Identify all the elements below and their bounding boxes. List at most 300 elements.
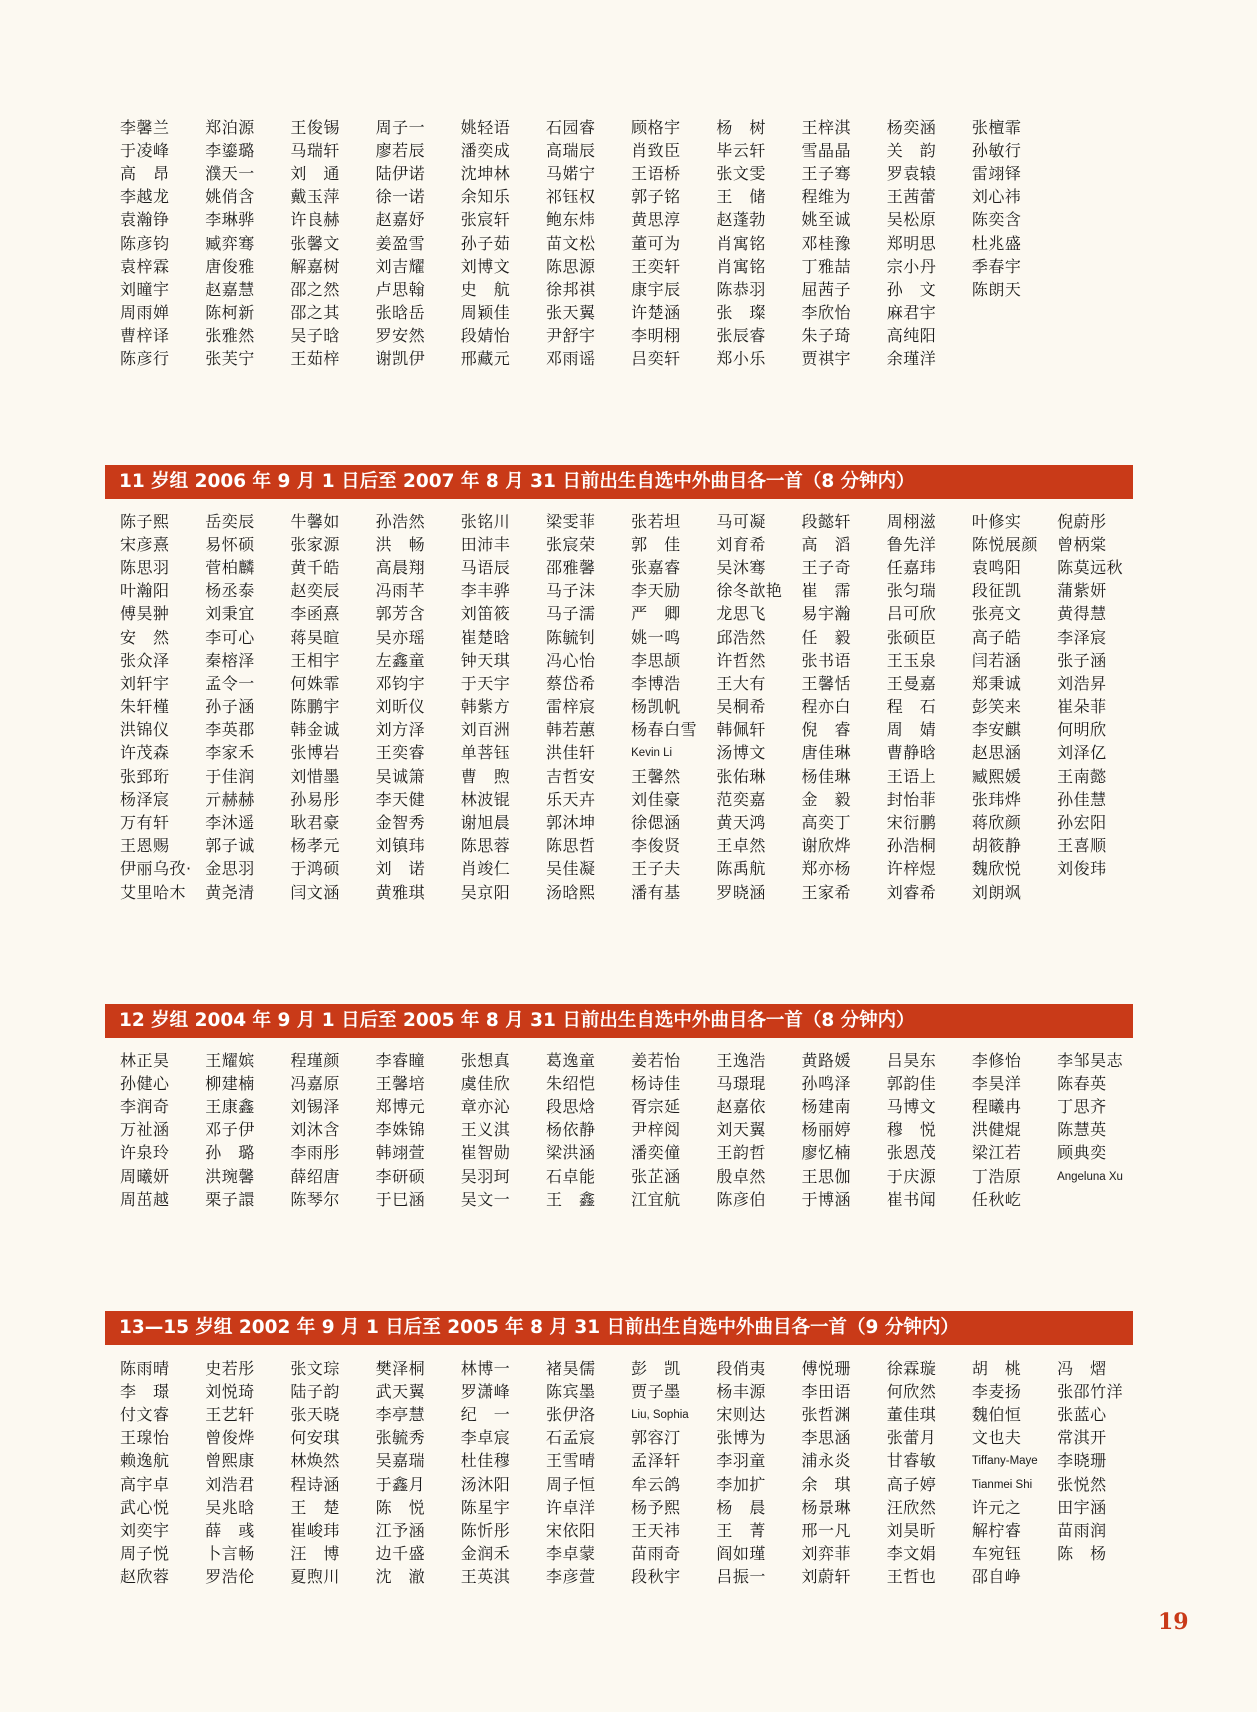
participant-name: 汤沐阳 <box>460 1474 511 1494</box>
participant-name: 郭子铭 <box>631 187 681 207</box>
participant-name: 王英淇 <box>460 1567 511 1587</box>
participant-name: 李润奇 <box>120 1096 170 1116</box>
participant-name: 陈悦展颜 <box>971 534 1038 554</box>
participant-name: 卢思翰 <box>375 279 426 299</box>
participant-name: 王 储 <box>716 187 766 207</box>
participant-name: 张亮文 <box>971 604 1022 624</box>
participant-name: 邵自峥 <box>971 1567 1022 1587</box>
name-grid <box>120 1357 1142 1589</box>
participant-name: 段秋宇 <box>631 1567 681 1587</box>
participant-name: 杨景琳 <box>801 1497 852 1517</box>
participant-name: 叶瀚阳 <box>120 581 170 601</box>
participant-name: 段征凯 <box>971 581 1022 601</box>
participant-name: 姚俏含 <box>205 187 255 207</box>
participant-name: 叶修实 <box>971 511 1022 531</box>
participant-name: 李羽童 <box>716 1451 766 1471</box>
participant-name: 李天健 <box>375 789 426 809</box>
participant-name: 严 卿 <box>631 604 681 624</box>
participant-name: 林正昊 <box>120 1050 170 1070</box>
participant-name: 汪欣然 <box>886 1497 937 1517</box>
participant-name: 赵嘉依 <box>716 1096 766 1116</box>
participant-name: 吴文一 <box>460 1189 511 1209</box>
participant-name: 王语桥 <box>631 163 681 183</box>
participant-name: 金 毅 <box>801 789 852 809</box>
participant-name: 许楚涵 <box>631 303 681 323</box>
participant-name: 林焕然 <box>290 1451 340 1471</box>
participant-name: 雷翊铎 <box>971 163 1022 183</box>
participant-name: 崔书闻 <box>886 1189 937 1209</box>
participant-name: 吕可欣 <box>886 604 937 624</box>
participant-name: 刘天翼 <box>716 1120 766 1140</box>
participant-name: 李丰骅 <box>460 581 511 601</box>
name-row <box>120 348 1057 371</box>
participant-name: 李 璟 <box>120 1381 170 1401</box>
participant-name: Liu, Sophia <box>631 1408 689 1421</box>
participant-name: 牟云鸽 <box>631 1474 681 1494</box>
participant-name: 李亭慧 <box>375 1404 426 1424</box>
participant-name: 郭 佳 <box>631 534 681 554</box>
participant-name: 马子濡 <box>545 604 596 624</box>
participant-name: 陈思哲 <box>545 836 596 856</box>
participant-name: 汤晗熙 <box>545 882 596 902</box>
name-row <box>120 186 1057 209</box>
participant-name: 刘佳豪 <box>631 789 681 809</box>
participant-name: 刘蔚轩 <box>801 1567 852 1587</box>
participant-name: 杨丰源 <box>716 1381 766 1401</box>
participant-name: 刘浩昇 <box>1057 673 1107 693</box>
participant-name: 陈子熙 <box>120 511 170 531</box>
participant-name: 赖逸航 <box>120 1451 170 1471</box>
participant-name: 伊丽乌孜· <box>120 859 192 879</box>
participant-name: 万祉涵 <box>120 1120 170 1140</box>
participant-name: 王馨恬 <box>801 673 852 693</box>
participant-name: 王喜顺 <box>1057 836 1107 856</box>
participant-name: 李家禾 <box>205 743 255 763</box>
name-row <box>120 325 1057 348</box>
participant-name: 李雨彤 <box>290 1143 340 1163</box>
participant-name: 郑亦杨 <box>801 859 852 879</box>
participant-name: 周 婧 <box>886 720 937 740</box>
participant-name: 宋彦熹 <box>120 534 170 554</box>
participant-name: 刘弈菲 <box>801 1544 852 1564</box>
participant-name: 吕振一 <box>716 1567 766 1587</box>
participant-name: 胥宗延 <box>631 1096 681 1116</box>
name-row <box>120 1496 1142 1519</box>
participant-name: 马语辰 <box>460 557 511 577</box>
participant-name: 闫文涵 <box>290 882 340 902</box>
participant-name: 孟泽轩 <box>631 1451 681 1471</box>
participant-name: 许梓煜 <box>886 859 937 879</box>
participant-name: 郭子诚 <box>205 836 255 856</box>
participant-name: 曾俊烨 <box>205 1428 255 1448</box>
participant-name: 傅悦珊 <box>801 1358 852 1378</box>
participant-name: 张郅珩 <box>120 766 170 786</box>
participant-name: 邓桂豫 <box>801 233 852 253</box>
participant-name: 陈彦行 <box>120 349 170 369</box>
participant-name: 刘朗飒 <box>971 882 1022 902</box>
participant-name: 杨丞泰 <box>205 581 255 601</box>
name-row <box>120 835 1142 858</box>
participant-name: 罗晓涵 <box>716 882 766 902</box>
participant-name: Angeluna Xu <box>1057 1170 1123 1183</box>
participant-name: 胡 桃 <box>971 1358 1022 1378</box>
participant-name: 董可为 <box>631 233 681 253</box>
participant-name: 李天励 <box>631 581 681 601</box>
participant-name: 刘 诺 <box>375 859 426 879</box>
participant-name: 张众泽 <box>120 650 170 670</box>
section-banner-age-12: 12 岁组 2004 年 9 月 1 日后至 2005 年 8 月 31 日前出生自选中外曲目各一首（8 分钟内） <box>105 1004 1137 1038</box>
participant-name: 杨凯帆 <box>631 697 681 717</box>
participant-name: 王语上 <box>886 766 937 786</box>
participant-name: 郭沐坤 <box>545 813 596 833</box>
participant-name: 单菩钰 <box>460 743 511 763</box>
participant-name: 吴羽珂 <box>460 1166 511 1186</box>
name-row <box>120 510 1142 533</box>
participant-name: 崔朵菲 <box>1057 697 1107 717</box>
participant-name: 刘秉宜 <box>205 604 255 624</box>
participant-name: 沈坤林 <box>460 163 511 183</box>
participant-name: 韩金诚 <box>290 720 340 740</box>
participant-name: 雷梓宸 <box>545 697 596 717</box>
participant-name: 肖竣仁 <box>460 859 511 879</box>
participant-name: 刘惜墨 <box>290 766 340 786</box>
participant-name: 王 鑫 <box>545 1189 596 1209</box>
participant-name: 孙健心 <box>120 1073 170 1093</box>
participant-name: 李田语 <box>801 1381 852 1401</box>
participant-name: 张家源 <box>290 534 340 554</box>
participant-name: 陈忻彤 <box>460 1520 511 1540</box>
participant-name: 张宸轩 <box>460 210 511 230</box>
participant-name: 刘锡泽 <box>290 1096 340 1116</box>
participant-name: 赵嘉慧 <box>205 279 255 299</box>
participant-name: 王恩赐 <box>120 836 170 856</box>
participant-name: 王奕轩 <box>631 256 681 276</box>
participant-name: 邓雨谣 <box>545 349 596 369</box>
participant-name: 黄千皓 <box>290 557 340 577</box>
participant-name: 张玮烨 <box>971 789 1022 809</box>
participant-name: 闫若涵 <box>971 650 1022 670</box>
participant-name: 孙浩桐 <box>886 836 937 856</box>
participant-name: 龙思飞 <box>716 604 766 624</box>
participant-name: 金润禾 <box>460 1544 511 1564</box>
participant-name: 于佳润 <box>205 766 255 786</box>
participant-name: 陈 杨 <box>1057 1544 1107 1564</box>
participant-name: 崔峻玮 <box>290 1520 340 1540</box>
participant-name: 李鎏璐 <box>205 140 255 160</box>
participant-name: 张 璨 <box>716 303 766 323</box>
participant-name: 田宇涵 <box>1057 1497 1107 1517</box>
participant-name: 周子一 <box>375 117 426 137</box>
participant-name: 封怡菲 <box>886 789 937 809</box>
participant-name: 汤博文 <box>716 743 766 763</box>
participant-name: 郭芳含 <box>375 604 426 624</box>
participant-name: 王哲也 <box>886 1567 937 1587</box>
participant-name: 武心悦 <box>120 1497 170 1517</box>
participant-name: 周颖佳 <box>460 303 511 323</box>
participant-name: 周曦妍 <box>120 1166 170 1186</box>
participant-name: 马璟琨 <box>716 1073 766 1093</box>
participant-name: 苗雨润 <box>1057 1520 1107 1540</box>
participant-name: 陈鹏宇 <box>290 697 340 717</box>
participant-name: 董佳琪 <box>886 1404 937 1424</box>
participant-name: 杨诗佳 <box>631 1073 681 1093</box>
participant-name: 章亦沁 <box>460 1096 511 1116</box>
participant-name: 张檀霏 <box>971 117 1022 137</box>
participant-name: 王雪晴 <box>545 1451 596 1471</box>
participant-name: 杨佳琳 <box>801 766 852 786</box>
participant-name: 何安琪 <box>290 1428 340 1448</box>
participant-name: 马可凝 <box>716 511 766 531</box>
participant-name: Tiffany-Maye <box>971 1455 1038 1468</box>
participant-name: 葛逸童 <box>545 1050 596 1070</box>
participant-name: 吴松原 <box>886 210 937 230</box>
participant-name: 褚昊儒 <box>545 1358 596 1378</box>
participant-name: 张芷涵 <box>631 1166 681 1186</box>
participant-name: 崔楚晗 <box>460 627 511 647</box>
participant-name: 程维为 <box>801 187 852 207</box>
participant-name: 吴沐骞 <box>716 557 766 577</box>
participant-name: 刘笛筱 <box>460 604 511 624</box>
participant-name: 程瑾颜 <box>290 1050 340 1070</box>
participant-name: 秦榕泽 <box>205 650 255 670</box>
participant-name: 王子骞 <box>801 163 852 183</box>
participant-name: 罗袁辕 <box>886 163 937 183</box>
participant-name: 于鸿硕 <box>290 859 340 879</box>
participant-name: 黄天鸿 <box>716 813 766 833</box>
participant-name: 吴桐希 <box>716 697 766 717</box>
participant-name: 杨予熙 <box>631 1497 681 1517</box>
participant-name: 赵嘉妤 <box>375 210 426 230</box>
participant-name: 孟令一 <box>205 673 255 693</box>
participant-name: 常淇开 <box>1057 1428 1107 1448</box>
participant-name: 孙易彤 <box>290 789 340 809</box>
participant-name: 王梓淇 <box>801 117 852 137</box>
participant-name: 杨依静 <box>545 1120 596 1140</box>
participant-name: 蒋昊暄 <box>290 627 340 647</box>
participant-name: 段懿轩 <box>801 511 852 531</box>
participant-name: 张博岩 <box>290 743 340 763</box>
participant-name: 林博一 <box>460 1358 511 1378</box>
participant-name: 刘吉耀 <box>375 256 426 276</box>
participant-name: 周子悦 <box>120 1544 170 1564</box>
participant-name: 王艺轩 <box>205 1404 255 1424</box>
participant-name: 黄得慧 <box>1057 604 1107 624</box>
participant-name: 杨奕涵 <box>886 117 937 137</box>
participant-name: 许卓洋 <box>545 1497 596 1517</box>
participant-name: 潘有基 <box>631 882 681 902</box>
participant-name: 金智秀 <box>375 813 426 833</box>
participant-name: 刘博文 <box>460 256 511 276</box>
participant-name: 张子涵 <box>1057 650 1107 670</box>
participant-name: 林波锟 <box>460 789 511 809</box>
participant-name: 刘曈宇 <box>120 279 170 299</box>
participant-name: 丁雅喆 <box>801 256 852 276</box>
participant-name: 段俏夷 <box>716 1358 766 1378</box>
name-row <box>120 1543 1142 1566</box>
participant-name: 解嘉树 <box>290 256 340 276</box>
participant-name: 范奕嘉 <box>716 789 766 809</box>
participant-name: 孙 文 <box>886 279 937 299</box>
participant-name: 张辰睿 <box>716 326 766 346</box>
participant-name: 王韵哲 <box>716 1143 766 1163</box>
participant-name: 刘沐含 <box>290 1120 340 1140</box>
participant-name: 肖寓铭 <box>716 256 766 276</box>
participant-name: 李麦扬 <box>971 1381 1022 1401</box>
participant-name: 王曼嘉 <box>886 673 937 693</box>
participant-name: 史 航 <box>460 279 511 299</box>
participant-name: 黄思淳 <box>631 210 681 230</box>
participant-name: 李文娟 <box>886 1544 937 1564</box>
participant-name: 付文睿 <box>120 1404 170 1424</box>
name-row <box>120 533 1142 556</box>
participant-name: 鲁先洋 <box>886 534 937 554</box>
participant-name: 宋则达 <box>716 1404 766 1424</box>
participant-name: 蒲紫妍 <box>1057 581 1107 601</box>
participant-name: 刘泽亿 <box>1057 743 1107 763</box>
participant-name: 李博浩 <box>631 673 681 693</box>
participant-name: 段婧怡 <box>460 326 511 346</box>
participant-name: 李馨兰 <box>120 117 170 137</box>
participant-name: 陈朗天 <box>971 279 1022 299</box>
participant-name: 钟天琪 <box>460 650 511 670</box>
participant-name: 李英郡 <box>205 720 255 740</box>
participant-name: 李欣怡 <box>801 303 852 323</box>
participant-name: 李晓珊 <box>1057 1451 1107 1471</box>
participant-name: 赵蓬勃 <box>716 210 766 230</box>
participant-name: 高子皓 <box>971 627 1022 647</box>
participant-name: 张佑琳 <box>716 766 766 786</box>
participant-name: 陈毓钊 <box>545 627 596 647</box>
participant-name: 罗潇峰 <box>460 1381 511 1401</box>
participant-name: 王逸浩 <box>716 1050 766 1070</box>
participant-name: 邵之然 <box>290 279 340 299</box>
participant-name: 洪 畅 <box>375 534 426 554</box>
participant-name: 夏煦川 <box>290 1567 340 1587</box>
participant-name: 陈彦伯 <box>716 1189 766 1209</box>
participant-name: 刘 通 <box>290 163 340 183</box>
name-grid <box>120 116 1057 371</box>
participant-name: 许泉玲 <box>120 1143 170 1163</box>
participant-name: 谢旭晨 <box>460 813 511 833</box>
participant-name: 石孟宸 <box>545 1428 596 1448</box>
participant-name: 卜言畅 <box>205 1544 255 1564</box>
participant-name: 贾子墨 <box>631 1381 681 1401</box>
participant-name: 张铭川 <box>460 511 511 531</box>
participant-name: 傅昊翀 <box>120 604 170 624</box>
name-row <box>120 765 1142 788</box>
participant-name: 亓赫赫 <box>205 789 255 809</box>
participant-name: 万有轩 <box>120 813 170 833</box>
participant-name: 黄尧清 <box>205 882 255 902</box>
participant-name: 邵之其 <box>290 303 340 323</box>
name-row <box>120 580 1142 603</box>
participant-name: 臧弈骞 <box>205 233 255 253</box>
participant-name: 王康鑫 <box>205 1096 255 1116</box>
participant-name: 邵雅馨 <box>545 557 596 577</box>
participant-name: 陈琴尔 <box>290 1189 340 1209</box>
participant-name: 甘睿敏 <box>886 1451 937 1471</box>
participant-name: 丁浩原 <box>971 1166 1022 1186</box>
participant-name: 杜佳穆 <box>460 1451 511 1471</box>
participant-name: 马子沫 <box>545 581 596 601</box>
participant-name: 廖忆楠 <box>801 1143 852 1163</box>
participant-name: 孙佳慧 <box>1057 789 1107 809</box>
participant-name: 王馨然 <box>631 766 681 786</box>
participant-name: 李沐遥 <box>205 813 255 833</box>
participant-name: 李思涵 <box>801 1428 852 1448</box>
participant-name: 韩若蕙 <box>545 720 596 740</box>
participant-name: 蔡岱希 <box>545 673 596 693</box>
participant-name: 洪琬馨 <box>205 1166 255 1186</box>
participant-name: 余知乐 <box>460 187 511 207</box>
name-grid <box>120 510 1142 904</box>
participant-name: 张晗岳 <box>375 303 426 323</box>
participant-name: 顾典奕 <box>1057 1143 1107 1163</box>
participant-name: 吕昊东 <box>886 1050 937 1070</box>
participant-name: 曾熙康 <box>205 1451 255 1471</box>
participant-name: 吴诚箫 <box>375 766 426 786</box>
participant-name: 李越龙 <box>120 187 170 207</box>
participant-name: 杨春白雪 <box>631 720 698 740</box>
participant-name: 季春宇 <box>971 256 1022 276</box>
participant-name: 徐偲涵 <box>631 813 681 833</box>
name-row <box>120 232 1057 255</box>
participant-name: 任 毅 <box>801 627 852 647</box>
participant-name: 王思伽 <box>801 1166 852 1186</box>
participant-name: 袁瀚铮 <box>120 210 170 230</box>
participant-name: 孙子茹 <box>460 233 511 253</box>
name-row <box>120 116 1057 139</box>
participant-name: 宗小丹 <box>886 256 937 276</box>
participant-name: 谢凯伊 <box>375 349 426 369</box>
participant-name: 孙鸣泽 <box>801 1073 852 1093</box>
participant-name: 姜若怡 <box>631 1050 681 1070</box>
participant-name: 赵思涵 <box>971 743 1022 763</box>
participant-name: 史若彤 <box>205 1358 255 1378</box>
participant-name: 樊泽桐 <box>375 1358 426 1378</box>
participant-name: 陈星宇 <box>460 1497 511 1517</box>
participant-name: 程亦白 <box>801 697 852 717</box>
participant-name: 李卓宸 <box>460 1428 511 1448</box>
participant-name: 苗文松 <box>545 233 596 253</box>
participant-name: 姜盈雪 <box>375 233 426 253</box>
name-row <box>120 858 1142 881</box>
participant-name: 曹梓译 <box>120 326 170 346</box>
name-row <box>120 1519 1142 1542</box>
participant-name: 贾祺宇 <box>801 349 852 369</box>
participant-name: 王相宇 <box>290 650 340 670</box>
participant-name: 赵欣蓉 <box>120 1567 170 1587</box>
participant-name: 郑泊源 <box>205 117 255 137</box>
participant-name: 许茂森 <box>120 743 170 763</box>
participant-name: 康宇辰 <box>631 279 681 299</box>
participant-name: 吴子晗 <box>290 326 340 346</box>
participant-name: 刘奕宇 <box>120 1520 170 1540</box>
participant-name: 徐一诺 <box>375 187 426 207</box>
participant-name: 张宸荣 <box>545 534 596 554</box>
participant-name: 黄路媛 <box>801 1050 852 1070</box>
participant-name: 徐邦祺 <box>545 279 596 299</box>
participant-name: 曹静晗 <box>886 743 937 763</box>
participant-name: 周子恒 <box>545 1474 596 1494</box>
name-row <box>120 1188 1142 1211</box>
participant-name: 张雅然 <box>205 326 255 346</box>
participant-name: 乐天卉 <box>545 789 596 809</box>
participant-name: 王俊锡 <box>290 117 340 137</box>
participant-name: 张若坦 <box>631 511 681 531</box>
participant-name: 栗子譞 <box>205 1189 255 1209</box>
name-row <box>120 1427 1142 1450</box>
